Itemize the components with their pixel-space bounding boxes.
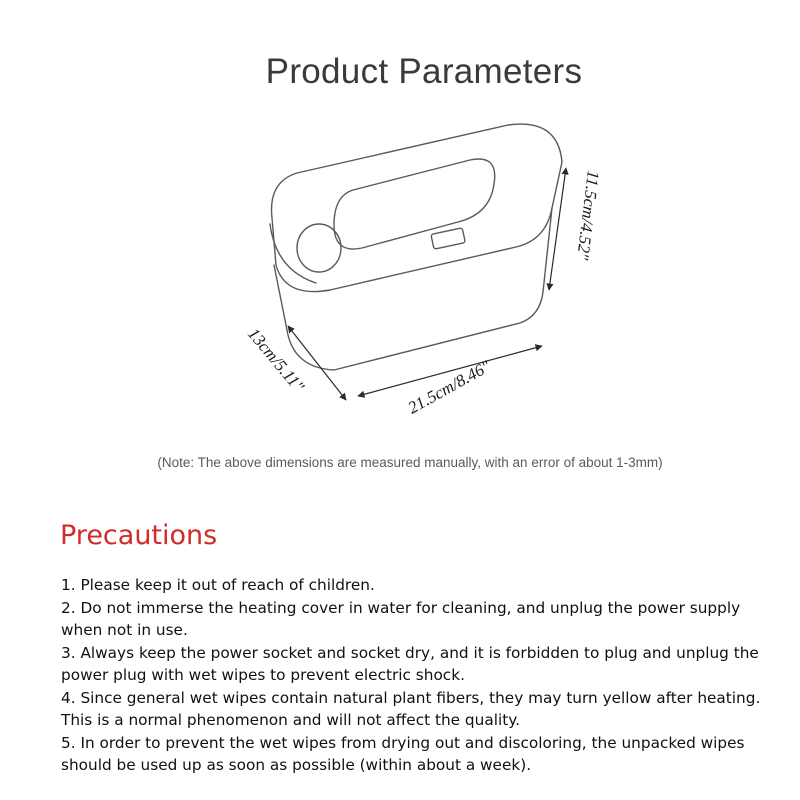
precautions-heading: Precautions	[60, 520, 218, 551]
height-dimension-line	[549, 168, 566, 290]
wipes-opening	[334, 159, 495, 249]
precaution-item: 4. Since general wet wipes contain natural plant fibers, they may turn yellow after heating. This is a normal phenomenon and will not affect the quality.	[61, 688, 761, 729]
precaution-item: 1. Please keep it out of reach of children.	[61, 576, 375, 594]
indicator-button	[431, 228, 465, 249]
power-button	[297, 224, 341, 272]
measurement-note: (Note: The above dimensions are measured manually, with an error of about 1-3mm)	[157, 455, 663, 470]
precaution-item: 5. In order to prevent the wet wipes from drying out and discoloring, the unpacked wipes should be used up as soon as possible (within about a week).	[61, 733, 745, 774]
page-title: Product Parameters	[265, 52, 583, 91]
box-body-outline	[274, 208, 552, 370]
precaution-item: 2. Do not immerse the heating cover in water for cleaning, and unplug the power supply when not in use.	[61, 598, 741, 639]
length-dimension-label: 21.5cm/8.46"	[404, 356, 494, 418]
width-dimension-label: 13cm/5.11"	[243, 324, 309, 396]
precaution-item: 3. Always keep the power socket and socket dry, and it is forbidden to plug and unplug the power plug with wet wipes to prevent electric shock.	[61, 643, 759, 684]
height-dimension-label: 11.5cm/4.52"	[573, 169, 603, 262]
box-lid-outline	[272, 124, 562, 292]
precaution-list	[61, 574, 781, 777]
wipes-warmer-box	[270, 124, 562, 370]
box-lid-edge	[270, 224, 316, 283]
